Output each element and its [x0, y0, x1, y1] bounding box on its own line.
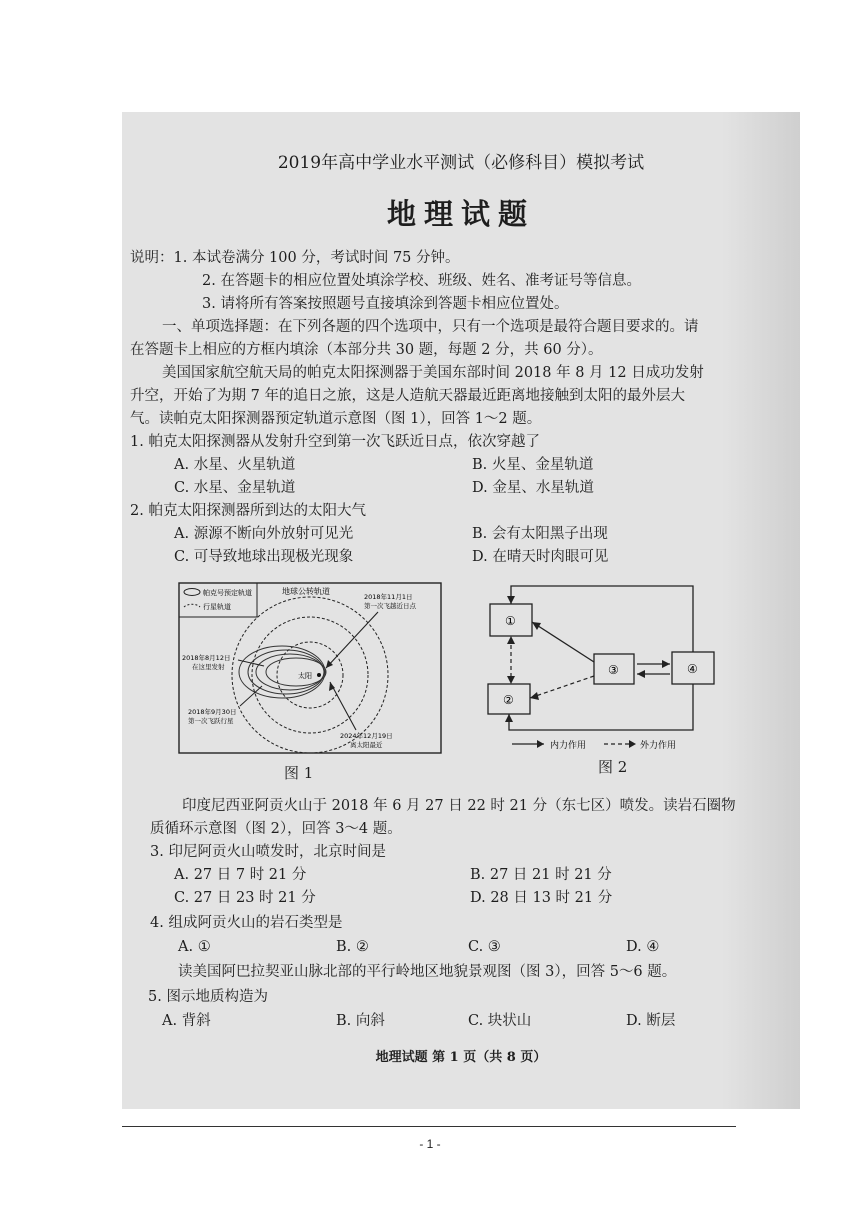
- arrow-3-to-1: [532, 622, 594, 662]
- q5-stem: 5. 图示地质构造为: [148, 989, 268, 1005]
- arrowhead-into-1: [507, 596, 515, 604]
- arrowhead-4-to-3: [637, 670, 645, 678]
- q2-option-a: A. 源源不断向外放射可见光: [174, 526, 354, 542]
- annotation-dec-2024: 2024年12月19日: [340, 732, 393, 740]
- q5-option-a: A. 背斜: [162, 1013, 211, 1029]
- legend-inner-force-label: 内力作用: [550, 741, 587, 751]
- arrow-3-to-2-dashed: [530, 676, 594, 698]
- q2-option-b: B. 会有太阳黑子出现: [472, 526, 608, 542]
- exam-title: 地理试题: [386, 197, 535, 231]
- q5-option-b: B. 向斜: [336, 1013, 385, 1029]
- line-4-to-2-bottom: [509, 684, 693, 730]
- annotation-dec-2024-desc: 离太阳最近: [350, 741, 383, 749]
- page-number: - 1 -: [419, 1137, 441, 1151]
- arrow-first-perihelion: [326, 612, 378, 668]
- passage-1-line-1: 美国国家航空航天局的帕克太阳探测器于美国东部时间 2018 年 8 月 12 日成功发射: [162, 365, 704, 381]
- legend-planet-orbit-label: 行星轨道: [203, 603, 231, 611]
- probe-orbit-2: [248, 650, 324, 694]
- legend-planet-orbit-symbol: [184, 604, 200, 607]
- legend-probe-orbit-label: 帕克号预定轨道: [203, 589, 252, 597]
- q1-option-c: C. 水星、金星轨道: [174, 480, 296, 496]
- q1-option-b: B. 火星、金星轨道: [472, 457, 594, 473]
- box-rock-4-label: ④: [687, 662, 698, 676]
- q3-option-b: B. 27 日 21 时 21 分: [470, 867, 612, 883]
- q1-stem: 1. 帕克太阳探测器从发射升空到第一次飞跃近日点，依次穿越了: [130, 434, 540, 450]
- note-2: 2. 在答题卡的相应位置处填涂学校、班级、姓名、准考证号等信息。: [202, 273, 641, 289]
- q4-option-a: A. ①: [178, 939, 211, 955]
- sun-dot: [317, 673, 321, 677]
- arrowhead-2-to-1: [507, 636, 515, 644]
- q4-option-d: D. ④: [626, 939, 660, 955]
- box-rock-1-label: ①: [505, 614, 516, 628]
- box-rock-3-label: ③: [608, 663, 619, 677]
- legend-probe-orbit-symbol: [184, 589, 200, 596]
- q1-option-a: A. 水星、火星轨道: [174, 457, 296, 473]
- q4-option-c: C. ③: [468, 939, 501, 955]
- arrowhead-1-to-2: [507, 676, 515, 684]
- q5-option-d: D. 断层: [626, 1013, 676, 1029]
- note-1: 说明：1. 本试卷满分 100 分，考试时间 75 分钟。: [130, 250, 460, 266]
- probe-orbit-4: [266, 658, 326, 686]
- q2-option-c: C. 可导致地球出现极光现象: [174, 549, 354, 565]
- q4-option-b: B. ②: [336, 939, 369, 955]
- note-3: 3. 请将所有答案按照题号直接填涂到答题卡相应位置处。: [202, 296, 569, 312]
- q3-stem: 3. 印尼阿贡火山喷发时，北京时间是: [150, 844, 386, 860]
- exam-page-footer: 地理试题 第 1 页（共 8 页）: [375, 1050, 547, 1065]
- q3-option-c: C. 27 日 23 时 21 分: [174, 890, 316, 906]
- photo-edge-shadow: [722, 112, 800, 1109]
- arrowhead-into-2: [505, 714, 513, 722]
- annotation-aug-2018: 2018年8月12日: [182, 654, 231, 662]
- exam-subtitle: 2019年高中学业水平测试（必修科目）模拟考试: [277, 153, 645, 173]
- passage-2-line-1: 印度尼西亚阿贡火山于 2018 年 6 月 27 日 22 时 21 分（东七区）喷发。读岩石圈物: [182, 798, 736, 814]
- passage-1-line-2: 升空，开始了为期 7 年的追日之旅，这是人造航天器最近距离地接触到太阳的最外层大: [130, 388, 685, 404]
- q3-option-d: D. 28 日 13 时 21 分: [470, 890, 613, 906]
- figure-1-orbit-diagram: [178, 582, 442, 754]
- earth-orbit-label: 地球公转轨道: [282, 587, 330, 596]
- q2-option-d: D. 在晴天时肉眼可见: [472, 549, 609, 565]
- q5-option-c: C. 块状山: [468, 1013, 532, 1029]
- annotation-nov-2018: 2018年11月1日: [364, 593, 413, 601]
- passage-1-line-3: 气。读帕克太阳探测器预定轨道示意图（图 1），回答 1～2 题。: [130, 411, 542, 427]
- q3-option-a: A. 27 日 7 时 21 分: [174, 867, 307, 883]
- figure-1-caption: 图 1: [284, 764, 314, 782]
- legend-inner-force-arrowhead: [537, 740, 544, 748]
- passage-2-line-2: 质循环示意图（图 2），回答 3～4 题。: [150, 821, 402, 837]
- legend-outer-force-arrowhead: [629, 740, 636, 748]
- section-1-instruction: 一、单项选择题：在下列各题的四个选项中，只有一个选项是最符合题目要求的。请: [162, 319, 699, 335]
- annotation-aug-2018-desc: 在这里发射: [192, 663, 225, 671]
- arrowhead-3-to-2: [530, 692, 539, 700]
- q1-option-d: D. 金星、水星轨道: [472, 480, 594, 496]
- section-1-instruction-cont: 在答题卡上相应的方框内填涂（本部分共 30 题，每题 2 分，共 60 分）。: [130, 342, 603, 358]
- exam-photo: [122, 112, 800, 1109]
- passage-3-line-1: 读美国阿巴拉契亚山脉北部的平行岭地区地貌景观图（图 3），回答 5～6 题。: [178, 964, 677, 980]
- figure-2-rock-cycle: [482, 580, 718, 756]
- q4-stem: 4. 组成阿贡火山的岩石类型是: [150, 915, 343, 931]
- line-1-to-4-top: [511, 586, 693, 652]
- arrowhead-3-to-4: [662, 660, 670, 668]
- q2-stem: 2. 帕克太阳探测器所到达的太阳大气: [130, 503, 366, 519]
- probe-orbit-3: [239, 646, 325, 698]
- sun-label: 太阳: [298, 672, 312, 680]
- annotation-sep-2018-desc: 第一次飞跃行星: [188, 717, 234, 725]
- box-rock-2-label: ②: [503, 693, 514, 707]
- legend-outer-force-label: 外力作用: [640, 741, 677, 751]
- footer-divider: [122, 1126, 736, 1127]
- annotation-sep-2018: 2018年9月30日: [188, 708, 237, 716]
- annotation-nov-2018-desc: 第一次飞越近日点: [364, 602, 416, 610]
- figure-2-caption: 图 2: [598, 758, 628, 776]
- arrowhead-3-to-1: [532, 622, 541, 630]
